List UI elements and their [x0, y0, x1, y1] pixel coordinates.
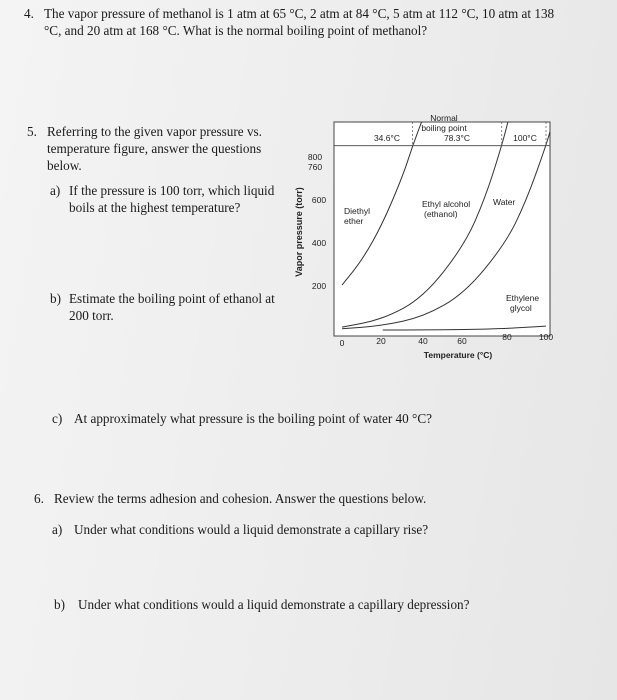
- annotation-normal: Normal: [430, 113, 458, 123]
- annotation-ethanol-bp: 78.3°C: [443, 133, 471, 143]
- question-5b-label: b): [50, 291, 61, 306]
- question-6b-text: Under what conditions would a liquid demonstrate a capillary depression?: [78, 597, 470, 612]
- vapor-pressure-chart-svg: [286, 108, 608, 370]
- question-6-text: Review the terms adhesion and cohesion. Answer the questions below.: [54, 491, 427, 506]
- question-5a-line-2: boils at the highest temperature?: [69, 200, 241, 215]
- question-6a-label: a): [52, 522, 63, 537]
- question-5a-line-1: If the pressure is 100 torr, which liquid: [69, 183, 275, 198]
- question-5b-line-2: 200 torr.: [69, 308, 114, 323]
- question-5-number: 5.: [27, 124, 37, 139]
- question-5-line-2: temperature figure, answer the questions: [47, 141, 262, 156]
- question-6-number: 6.: [34, 491, 44, 506]
- question-4-line-1: The vapor pressure of methanol is 1 atm at 65 °C, 2 atm at 84 °C, 5 atm at 112 °C, 10 atm at 138: [44, 6, 555, 21]
- question-6b-label: b): [54, 597, 65, 612]
- x-tick-label-80: 80: [502, 332, 512, 342]
- question-4-number: 4.: [24, 6, 34, 21]
- series-label-ethyl-alcohol: Ethyl alcohol: [422, 199, 471, 209]
- x-tick-label-20: 20: [376, 336, 386, 346]
- series-label-ether: ether: [344, 216, 364, 226]
- question-5c-label: c): [52, 411, 63, 426]
- series-label-ethanol: (ethanol): [424, 209, 458, 219]
- series-label-diethyl: Diethyl: [344, 206, 370, 216]
- x-tick-label-0: 0: [339, 338, 345, 348]
- y-tick-label-200: 200: [311, 281, 327, 291]
- x-axis-label: Temperature (°C): [423, 350, 493, 360]
- question-5c-text: At approximately what pressure is the boiling point of water 40 °C?: [74, 411, 432, 426]
- y-tick-label-760: 760: [307, 162, 323, 172]
- x-tick-label-100: 100: [538, 332, 554, 342]
- annotation-boiling-point: boiling point: [421, 123, 467, 133]
- annotation-water-bp: 100°C: [513, 133, 537, 143]
- question-5a-label: a): [50, 183, 61, 198]
- x-tick-label-60: 60: [457, 336, 467, 346]
- series-label-water: Water: [493, 197, 516, 207]
- y-tick-label-800: 800: [307, 152, 323, 162]
- annotation-ether-bp: 34.6°C: [373, 133, 401, 143]
- y-tick-label-400: 400: [311, 238, 327, 248]
- question-6a-text: Under what conditions would a liquid demonstrate a capillary rise?: [74, 522, 429, 537]
- y-tick-label-600: 600: [311, 195, 327, 205]
- y-axis-label: Vapor pressure (torr): [294, 187, 304, 277]
- question-5b-line-1: Estimate the boiling point of ethanol at: [69, 291, 275, 306]
- question-5-line-3: below.: [47, 158, 82, 173]
- vapor-pressure-chart: [286, 108, 608, 370]
- x-tick-label-40: 40: [418, 336, 428, 346]
- question-5-line-1: Referring to the given vapor pressure vs.: [47, 124, 262, 139]
- series-label-ethylene: Ethylene: [506, 293, 540, 303]
- series-label-glycol: glycol: [510, 303, 532, 313]
- question-4-line-2: °C, and 20 atm at 168 °C. What is the normal boiling point of methanol?: [44, 23, 428, 38]
